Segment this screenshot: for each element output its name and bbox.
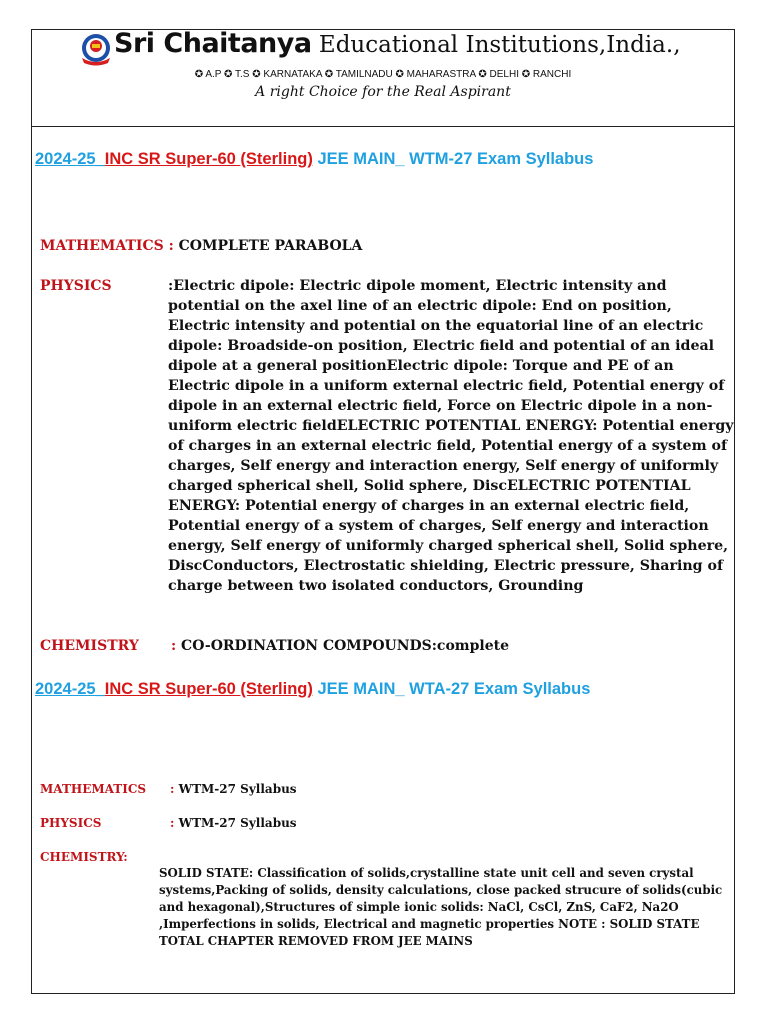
section1-math-label: MATHEMATICS : xyxy=(40,238,174,254)
section2-physics-row xyxy=(170,816,297,830)
states-list: ✪ A.P ✪ T.S ✪ KARNATAKA ✪ TAMILNADU ✪ MAHARASTRA ✪ DELHI ✪ RANCHI xyxy=(194,69,572,80)
letterhead xyxy=(32,30,734,125)
brand-serif-name: Educational Institutions,India., xyxy=(311,32,681,58)
institution-logo-icon xyxy=(80,32,112,66)
section1-batch: INC SR Super-60 (Sterling) xyxy=(104,150,313,168)
section2-exam: JEE MAIN_ WTA-27 Exam Syllabus xyxy=(312,680,591,698)
section1-physics-label: PHYSICS xyxy=(40,278,112,294)
section1-heading xyxy=(35,150,593,169)
section2-math-label: MATHEMATICS xyxy=(40,782,147,796)
section1-physics-text: :Electric dipole: Electric dipole moment, Electric intensity and potential on the axel line of an electric dipole: End on position, Electric intensity and potential on the equatorial line of an electric dipole: Broadside-on position, Electric field and potential of an ideal dipole at a general positionElectric dipole: Torque and PE of an Electric dipole in a uniform external electric field, Potential energy of dipole in an external electric field, Force on Electric dipole in a non-uniform electric fieldELECTRIC POTENTIAL ENERGY: Potential energy of charges in an external electric field, Potential energy of a system of charges, Self energy and interaction energy, Self energy of uniformly charged spherical shell, Solid sphere, DiscELECTRIC POTENTIAL ENERGY: Potential energy of charges in an external electric field, Potential energy of a system of charges, Self energy and interaction energy, Self energy of uniformly charged spherical shell, Solid sphere, DiscConductors, Electrostatic shielding, Electric pressure, Sharing of charge between two isolated conductors, Grounding xyxy=(168,278,734,594)
section1-year: 2024-25_ xyxy=(35,150,105,168)
section2-physics-text: WTM-27 Syllabus xyxy=(174,816,297,830)
section2-math-colon: : xyxy=(170,782,175,796)
section1-exam: JEE MAIN_ WTM-27 Exam Syllabus xyxy=(312,150,594,168)
brand-bold-name: Sri Chaitanya xyxy=(114,28,312,59)
tagline: A right Choice for the Real Aspirant xyxy=(255,84,511,100)
section1-chem-colon: : xyxy=(171,638,177,654)
section1-chem-row xyxy=(171,638,509,654)
section2-chem-text: SOLID STATE: Classification of solids,crystalline state unit cell and seven crystal systems,Packing of solids, density calculations, close packed strucure of solids(cubic and hexagonal),Structures of simple ionic solids: NaCl, CsCl, ZnS, CaF2, Na2O ,Imperfections in solids, Electrical and magnetic properties NOTE : SOLID STATE TOTAL CHAPTER REMOVED FROM JEE MAINS xyxy=(159,866,723,948)
section2-physics-colon: : xyxy=(170,816,175,830)
section1-math-row xyxy=(40,238,362,254)
header-divider xyxy=(32,126,734,127)
section2-batch: INC SR Super-60 (Sterling) xyxy=(104,680,313,698)
section1-math-text: COMPLETE PARABOLA xyxy=(173,238,363,254)
section2-chem-label: CHEMISTRY: xyxy=(40,850,128,864)
section2-heading xyxy=(35,680,590,699)
section2-physics-label: PHYSICS xyxy=(40,816,102,830)
section1-chem-text: CO-ORDINATION COMPOUNDS:complete xyxy=(176,638,509,654)
section2-math-text: WTM-27 Syllabus xyxy=(174,782,297,796)
institution-name xyxy=(114,28,681,59)
section2-math-row xyxy=(170,782,297,796)
section2-year: 2024-25_ xyxy=(35,680,105,698)
section1-chem-label: CHEMISTRY xyxy=(40,638,139,654)
